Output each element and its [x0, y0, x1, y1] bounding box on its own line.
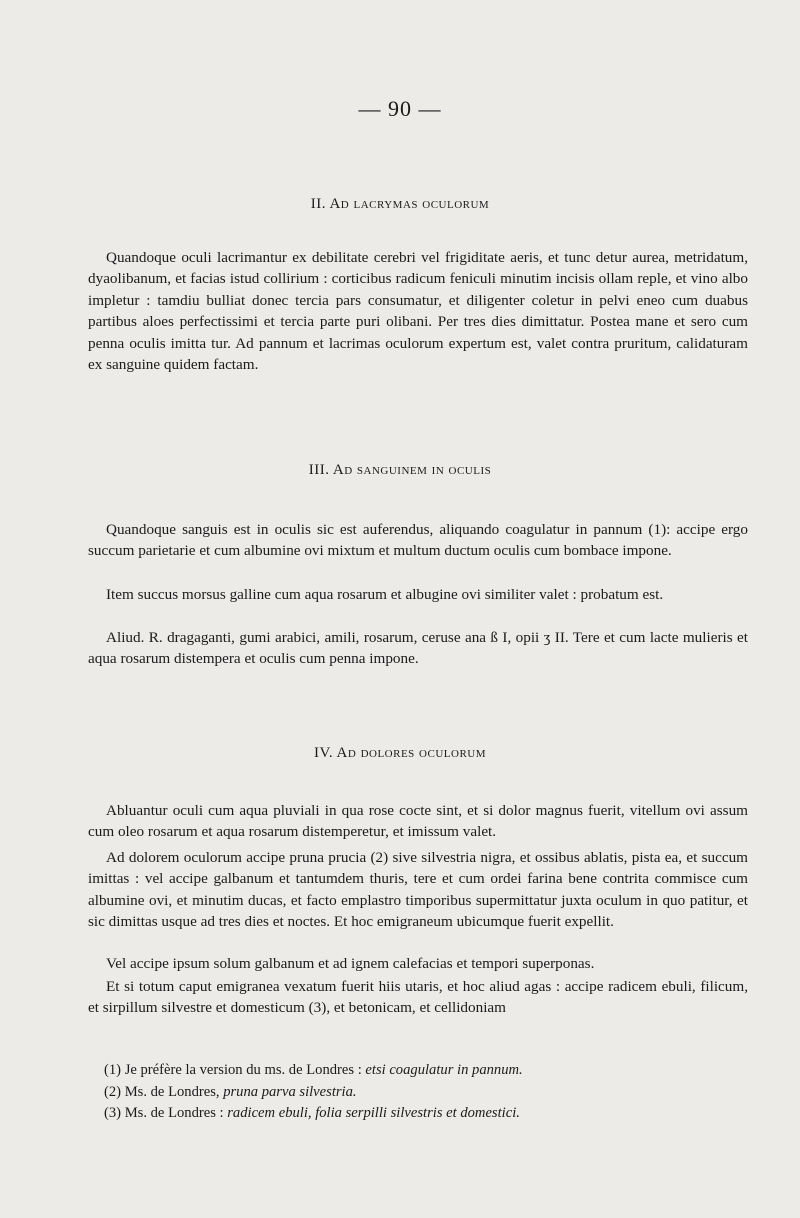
footnote-number: (3) — [104, 1105, 122, 1121]
footnote-1 — [88, 1060, 748, 1082]
footnotes — [88, 1060, 748, 1125]
section-heading-iii: III. Ad sanguinem in oculis — [308, 462, 492, 478]
section-iii-paragraph-3: Aliud. R. dragaganti, gumi arabici, amili, rosarum, ceruse ana ß I, opii ʒ II. Tere et cum lacte mulieris et aqua rosarum distempera et oculis cum penna impone. — [88, 629, 748, 668]
footnote-italic: etsi coagulatur in pannum. — [365, 1062, 523, 1078]
section-iv-paragraph-1: Abluantur oculi cum aqua pluviali in qua rose cocte sint, et si dolor magnus fuerit, vitellum ovi assum cum oleo rosarum et aqua rosarum distemperetur, et imissum valet. — [88, 802, 748, 841]
footnote-italic: radicem ebuli, folia serpilli silvestris et domestici. — [227, 1105, 520, 1121]
footnote-text: Ms. de Londres, — [124, 1083, 224, 1100]
footnote-number: (2) — [104, 1083, 122, 1100]
section-ii-paragraph-1: Quandoque oculi lacrimantur ex debilitate cerebri vel frigiditate aeris, et tunc detur aurea, metridatum, dyaolibanum, et facias istud collirium : corticibus radicum feniculi minutim incisis ollam reple, et vino albo impletur : tamdiu bulliat donec tercia pars consumatur, et diligenter coletur in pelvi eneo cum duabus partibus aloes perfectissimi et tercia parte puri olibani. Per tres dies dimittatur. Postea mane et sero cum penna oculis imitta tur. Ad pannum et lacrimas oculorum expertum est, valet contra pruritum, calidaturam ex sanguine quidem factam. — [88, 249, 748, 374]
footnote-number: (1) — [104, 1062, 122, 1078]
footnote-text: Je préfère la version du ms. de Londres : — [124, 1062, 366, 1078]
section-iv-paragraph-4: Et si totum caput emigranea vexatum fuerit hiis utaris, et hoc aliud agas : accipe radicem ebuli, filicum, et sirpillum silvestre et domesticum (3), et betonicam, et cellidoniam — [88, 978, 748, 1017]
section-iii-paragraph-2: Item succus morsus galline cum aqua rosarum et albugine ovi similiter valet : probatum est. — [106, 586, 664, 603]
section-heading-iv: IV. Ad dolores oculorum — [313, 745, 487, 761]
section-heading-ii: II. Ad lacrymas oculorum — [310, 196, 490, 212]
section-iii-paragraph-1: Quandoque sanguis est in oculis sic est auferendus, aliquando coagulatur in pannum (1): accipe ergo succum parietarie et cum albumine ovi mixtum et multum ductum oculis cum bombace impone. — [88, 521, 748, 560]
page-number: — 90 — — [358, 96, 442, 121]
footnote-text: Ms. de Londres : — [124, 1105, 228, 1121]
footnote-3 — [88, 1103, 748, 1125]
footnote-italic: pruna parva silvestria. — [223, 1083, 357, 1100]
section-iv-paragraph-2: Ad dolorem oculorum accipe pruna prucia (2) sive silvestria nigra, et ossibus ablatis, pista ea, et succum imittas : vel accipe galbanum et tantumdem thuris, tere et cum ordei farina bene contrita commisce cum albumine ovi, et minutim ducas, et facto emplastro timporibus supermittatur juxta oculum in quo patitur, et sic dimittas usque ad tres dies et noctes. Et hoc emigraneum ubicumque fuerit expellit. — [88, 849, 748, 931]
footnote-2 — [88, 1082, 748, 1104]
section-iv-paragraph-3: Vel accipe ipsum solum galbanum et ad ignem calefacias et tempori superponas. — [106, 955, 595, 972]
